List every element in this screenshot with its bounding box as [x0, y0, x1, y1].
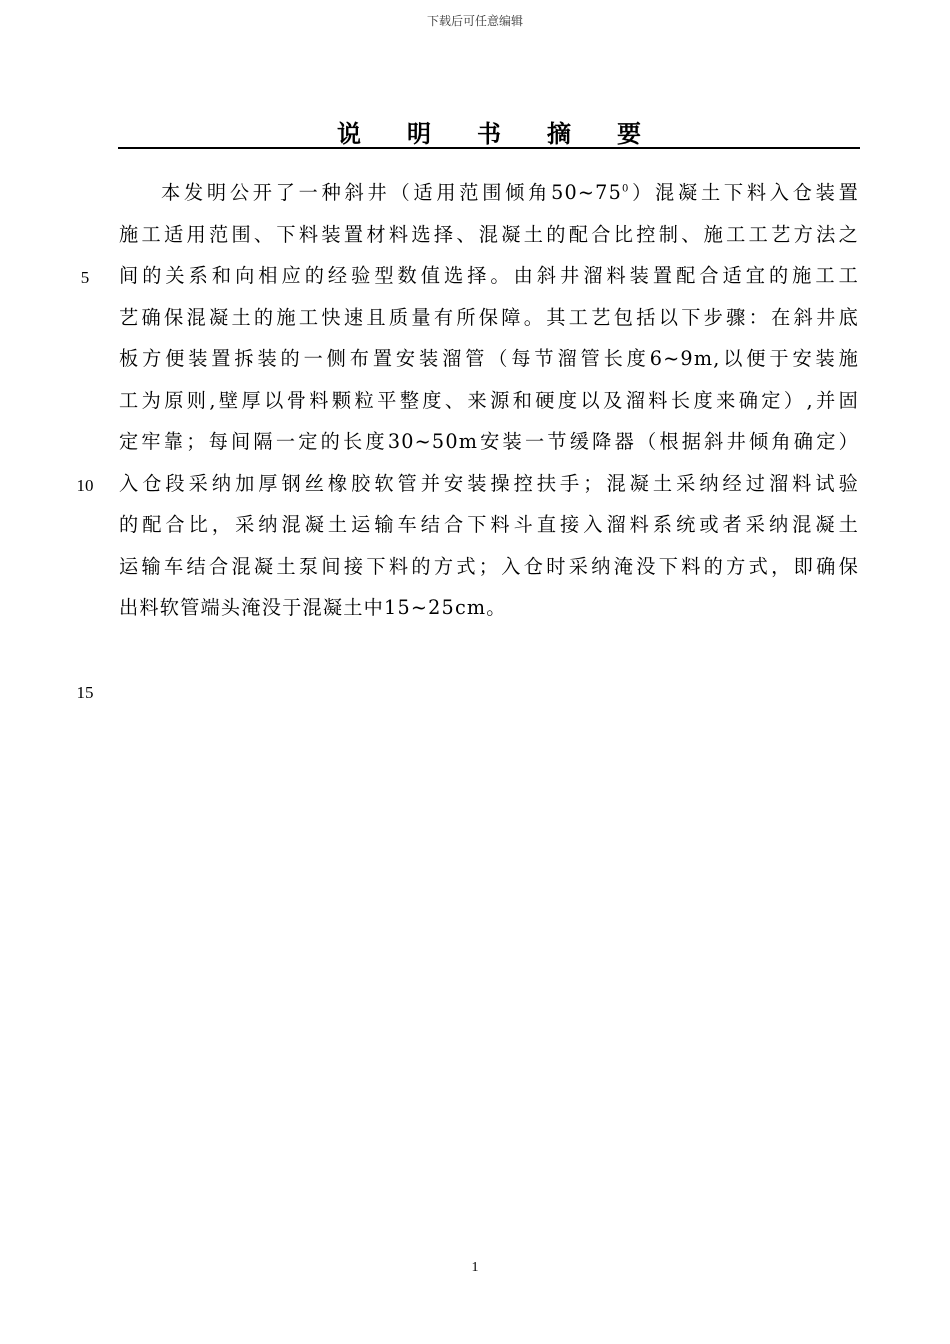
abstract-line-1-start: 本发明公开了一种斜井（适用范围倾角50~75	[161, 181, 622, 204]
page-title: 说明书摘要	[337, 120, 687, 148]
abstract-line-7: 定牢靠；每间隔一定的长度30~50m安装一节缓降器（根据斜井倾角确定）	[119, 430, 859, 453]
abstract-line-6: 工为原则,壁厚以骨料颗粒平整度、来源和硬度以及溜料长度来确定）,并固	[119, 388, 859, 412]
abstract-body	[119, 172, 859, 629]
degree-superscript: 0	[621, 183, 630, 195]
title-rule	[118, 147, 860, 149]
line-number-10: 10	[76, 476, 94, 495]
line-number-15: 15	[76, 683, 94, 702]
line-number-5: 5	[80, 268, 90, 287]
abstract-line-1	[119, 172, 859, 214]
abstract-line-9: 的配合比，采纳混凝土运输车结合下料斗直接入溜料系统或者采纳混凝土	[119, 513, 859, 536]
abstract-line-3: 间的关系和向相应的经验型数值选择。由斜井溜料装置配合适宜的施工工	[119, 264, 859, 287]
abstract-line-8: 入仓段采纳加厚钢丝橡胶软管并安装操控扶手；混凝土采纳经过溜料试验	[119, 471, 859, 495]
header-note: 下载后可任意编辑	[426, 14, 523, 28]
abstract-line-1-end: ）混凝土下料入仓装置	[629, 181, 860, 204]
page-number: 1	[471, 1260, 479, 1275]
abstract-line-4: 艺确保混凝土的施工快速且质量有所保障。其工艺包括以下步骤：在斜井底	[119, 305, 859, 329]
abstract-line-10: 运输车结合混凝土泵间接下料的方式；入仓时采纳淹没下料的方式，即确保	[119, 554, 859, 578]
abstract-line-11: 出料软管端头淹没于混凝土中15~25cm。	[119, 596, 507, 619]
abstract-line-2: 施工适用范围、下料装置材料选择、混凝土的配合比控制、施工工艺方法之	[119, 222, 859, 246]
abstract-line-5: 板方便装置拆装的一侧布置安装溜管（每节溜管长度6~9m,以便于安装施	[119, 347, 859, 370]
